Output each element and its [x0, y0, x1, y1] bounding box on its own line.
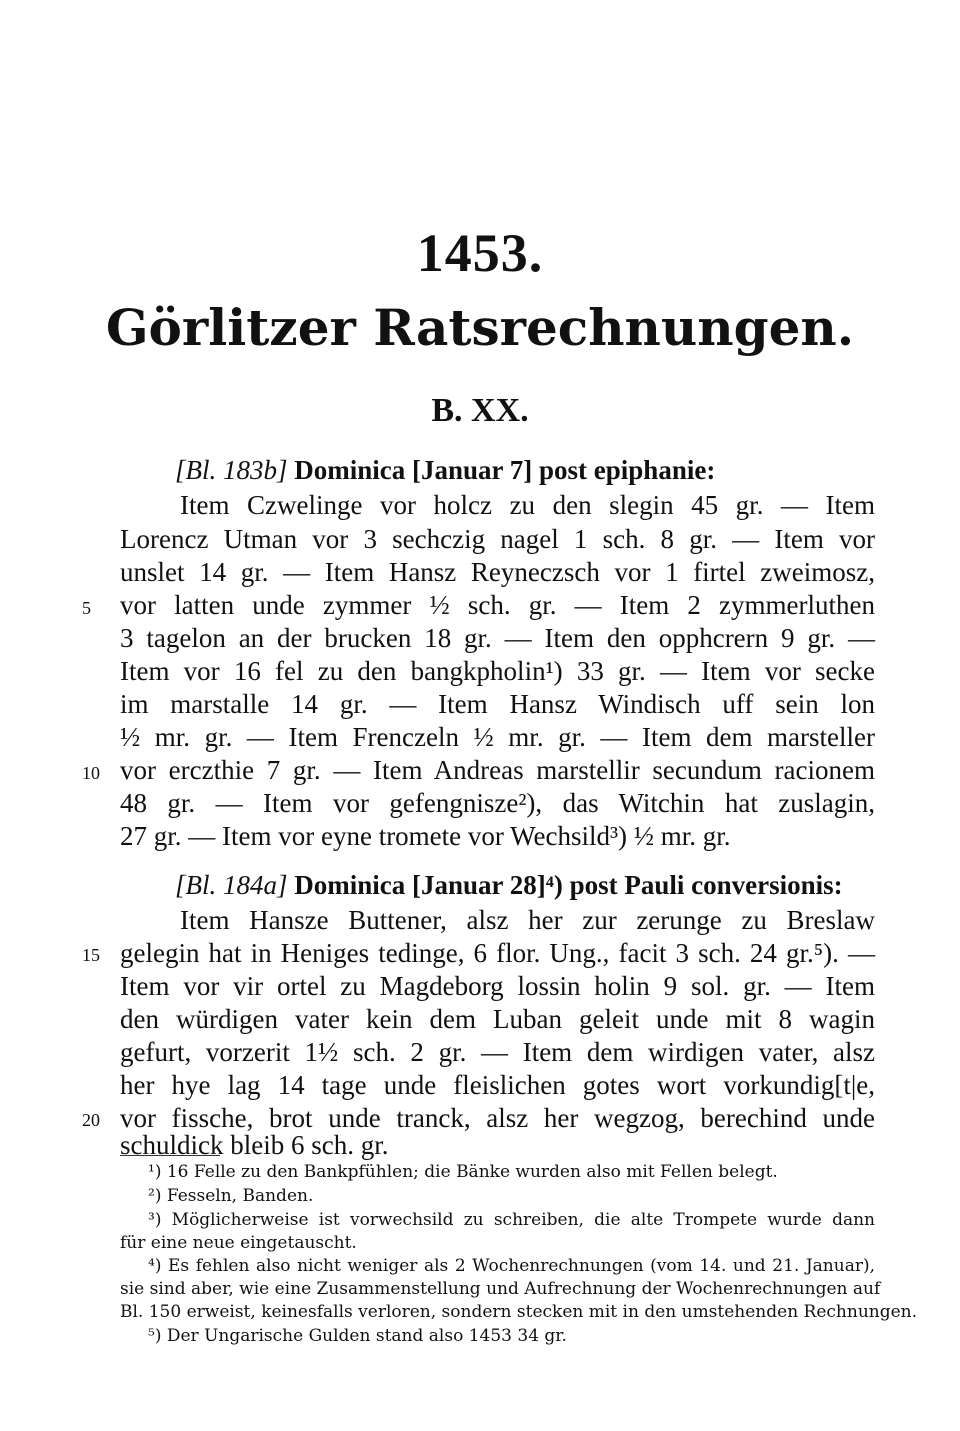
text-line: 27 gr. — Item vor eyne tromete vor Wechsild³) ½ mr. gr. [120, 821, 731, 851]
text-line: vor fissche, brot unde tranck, alsz her wegzog, berechind unde [120, 1103, 875, 1133]
text-line: her hye lag 14 tage unde fleislichen gotes wort vorkundig[t|e, [120, 1070, 875, 1100]
text-line: vor erczthie 7 gr. — Item Andreas marstellir secundum racionem [120, 755, 875, 785]
section-heading [175, 455, 915, 486]
line-number: 10 [82, 763, 100, 783]
line-number: 5 [82, 598, 91, 618]
page-year: 1453. [416, 223, 544, 283]
text-line: gelegin hat in Heniges tedinge, 6 flor. Ung., facit 3 sch. 24 gr.⁵). — [120, 938, 875, 968]
text-line: den würdigen vater kein dem Luban geleit unde mit 8 wagin [120, 1004, 875, 1034]
text-line: 3 tagelon an der brucken 18 gr. — Item den opphcrern 9 gr. — [120, 623, 875, 653]
text-line: 48 gr. — Item vor gefengnisze²), das Witchin hat zuslagin, [120, 788, 875, 818]
footnote: ⁵) Der Ungarische Gulden stand also 1453 34 gr. [148, 1326, 567, 1346]
text-line: Item vor 16 fel zu den bangkpholin¹) 33 gr. — Item vor secke [120, 656, 875, 686]
text-line: schuldick bleib 6 sch. gr. [120, 1130, 389, 1160]
volume-label: B. XX. [431, 392, 529, 429]
footnote-rule [120, 1155, 220, 1156]
page-title: Görlitzer Ratsrechnungen. [105, 298, 855, 357]
footnote: sie sind aber, wie eine Zusammenstellung und Aufrechnung der Wochenrechnungen auf [120, 1279, 881, 1299]
footnote: ³) Möglicherweise ist vorwechsild zu schreiben, die alte Trompete wurde dann [148, 1210, 875, 1230]
text-line: Item vor vir ortel zu Magdeborg lossin holin 9 sol. gr. — Item [120, 971, 875, 1001]
text-line: gefurt, vorzerit 1½ sch. 2 gr. — Item dem wirdigen vater, alsz [120, 1037, 875, 1067]
folio-reference: [Bl. 183b] [175, 455, 288, 485]
line-number: 15 [82, 945, 100, 965]
section-date: Dominica [Januar 28]⁴) post Pauli conversionis: [294, 870, 843, 900]
footnote: ²) Fesseln, Banden. [148, 1186, 314, 1206]
footnote: ⁴) Es fehlen also nicht weniger als 2 Wochenrechnungen (vom 14. und 21. Januar), [148, 1256, 875, 1276]
section-heading [175, 870, 915, 901]
text-line: Item Hansze Buttener, alsz her zur zerunge zu Breslaw [180, 905, 875, 935]
footnote: ¹) 16 Felle zu den Bankpfühlen; die Bänke wurden also mit Fellen belegt. [148, 1162, 778, 1182]
text-line: Item Czwelinge vor holcz zu den slegin 45 gr. — Item [180, 490, 875, 520]
text-line: im marstalle 14 gr. — Item Hansz Windisch uff sein lon [120, 689, 875, 719]
text-line: Lorencz Utman vor 3 sechczig nagel 1 sch. 8 gr. — Item vor [120, 524, 875, 554]
section-date: Dominica [Januar 7] post epiphanie: [294, 455, 716, 485]
text-line: unslet 14 gr. — Item Hansz Reyneczsch vor 1 firtel zweimosz, [120, 557, 875, 587]
line-number: 20 [82, 1110, 100, 1130]
footnote: Bl. 150 erweist, keinesfalls verloren, sondern stecken mit in den umstehenden Rechnungen. [120, 1302, 918, 1322]
folio-reference: [Bl. 184a] [175, 870, 288, 900]
footnote: für eine neue eingetauscht. [120, 1233, 357, 1253]
text-line: ½ mr. gr. — Item Frenczeln ½ mr. gr. — Item dem marsteller [120, 722, 875, 752]
text-line: vor latten unde zymmer ½ sch. gr. — Item 2 zymmerluthen [120, 590, 875, 620]
